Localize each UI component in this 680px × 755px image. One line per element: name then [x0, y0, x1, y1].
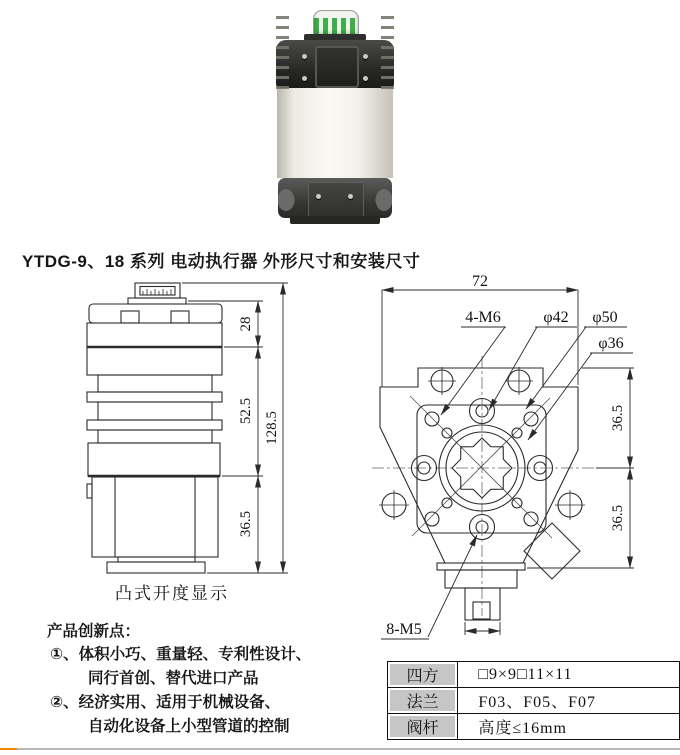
label-phi-36: φ36	[598, 335, 624, 352]
label-4-m6: 4-M6	[465, 309, 501, 326]
dim-36-5-side: 36.5	[238, 510, 254, 538]
label-phi-42: φ42	[543, 309, 569, 326]
conduit-diamond	[524, 523, 580, 579]
spec-row	[388, 688, 680, 714]
dim-72: 72	[472, 273, 488, 290]
dim-28: 28	[238, 316, 254, 332]
spec-value-cell: 高度≤16mm	[458, 714, 680, 740]
cooling-fins-right	[381, 16, 394, 94]
label-phi-50: φ50	[592, 309, 618, 326]
indicator-window	[135, 283, 180, 298]
spec-value-cell: F03、F05、F07	[458, 688, 680, 714]
spec-label-cell: 法兰	[388, 688, 458, 714]
note-line: ①、体积小巧、重量轻、专利性设计、	[50, 646, 312, 663]
spec-table	[387, 661, 680, 740]
note-line: 同行首创、替代进口产品	[88, 670, 259, 687]
footer-rule	[0, 748, 680, 750]
note-line: 自动化设备上小型管道的控制	[88, 718, 290, 735]
side-view-drawing	[87, 283, 222, 573]
note-line: ②、经济实用、适用于机械设备、	[50, 694, 281, 711]
notes-heading: 产品创新点：	[47, 623, 141, 640]
technical-drawings	[0, 272, 680, 658]
spec-value-cell: □9×9□11×11	[458, 662, 680, 688]
cooling-fins-left	[276, 16, 289, 94]
screw-icon	[363, 76, 368, 81]
label-8-m5: 8-M5	[386, 621, 422, 638]
screw-icon	[302, 54, 307, 59]
page-title: YTDG-9、18 系列 电动执行器 外形尺寸和安装尺寸	[22, 252, 421, 271]
mounting-base	[290, 216, 380, 224]
spec-row	[388, 662, 680, 688]
bottom-block	[308, 182, 364, 218]
mounting-bracket	[92, 477, 218, 557]
dim-128-5: 128.5	[264, 411, 280, 445]
screw-icon	[302, 76, 307, 81]
dim-52-5: 52.5	[238, 397, 254, 425]
screw-icon	[348, 194, 353, 199]
footer-accent	[0, 748, 17, 750]
dim-36-5-bottom: 36.5	[610, 504, 626, 532]
screw-icon	[363, 54, 368, 59]
product-photo	[276, 10, 394, 224]
spec-row	[388, 714, 680, 740]
screw-icon	[316, 194, 321, 199]
square-drive-hole	[473, 602, 490, 619]
spec-label-cell: 阀杆	[388, 714, 458, 740]
terminal-box	[315, 46, 359, 88]
spec-label-cell: 四方	[388, 662, 458, 688]
side-view-caption: 凸式开度显示	[115, 584, 229, 603]
notes-list	[50, 643, 311, 739]
actuator-body	[277, 88, 393, 178]
dim-36-5-top: 36.5	[610, 404, 626, 432]
